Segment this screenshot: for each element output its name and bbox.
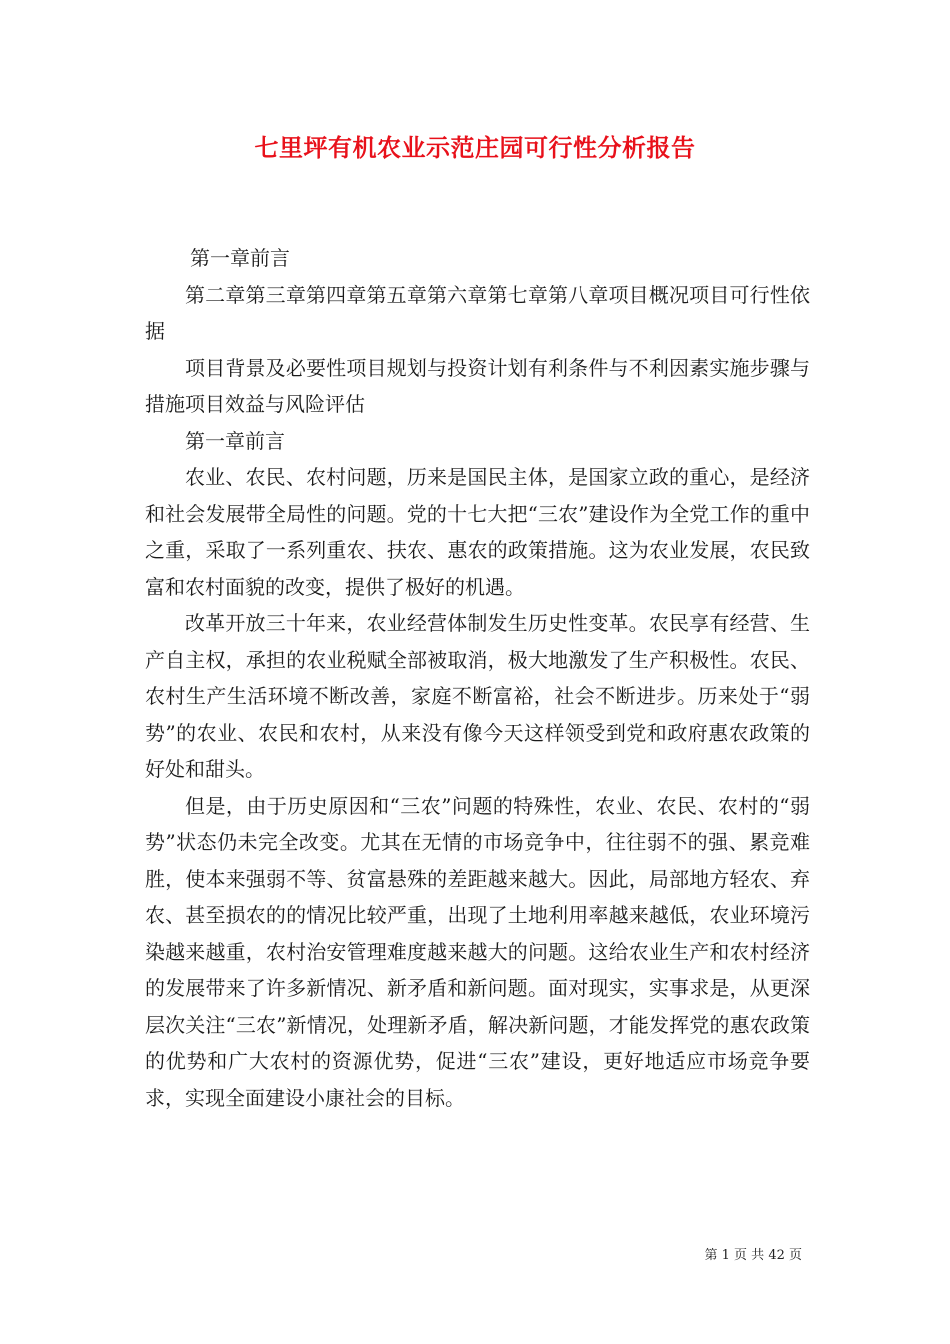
chapter-heading: 第一章前言 [190, 246, 290, 270]
body-paragraph: 农业、农民、农村问题，历来是国民主体，是国家立政的重心，是经济和社会发展带全局性的问题。党的十七大把“三农”建设作为全党工作的重中之重，采取了一系列重农、扶农、惠农的政策措施。这为农业发展，农民致富和农村面貌的改变，提供了极好的机遇。 [145, 465, 810, 599]
body-paragraph: 但是，由于历史原因和“三农”问题的特殊性，农业、农民、农村的“弱势”状态仍未完全改变。尤其在无情的市场竞争中，往往弱不的强、累竞难胜，使本来强弱不等、贫富悬殊的差距越来越大。因此，局部地方轻农、弃农、甚至损农的的情况比较严重，出现了土地利用率越来越低，农业环境污染越来越重，农村治安管理难度越来越大的问题。这给农业生产和农村经济的发展带来了许多新情况、新矛盾和新问题。面对现实，实事求是，从更深层次关注“三农”新情况，处理新矛盾，解决新问题，才能发挥党的惠农政策的优势和广大农村的资源优势，促进“三农”建设，更好地适应市场竞争要求，实现全面建设小康社会的目标。 [145, 793, 810, 1110]
toc-line: 第二章第三章第四章第五章第六章第七章第八章项目概况项目可行性依据 [145, 282, 810, 343]
page-number: 第 1 页 共 42 页 [704, 1248, 802, 1263]
document-title: 七里坪有机农业示范庄园可行性分析报告 [254, 133, 696, 162]
document-body [145, 240, 810, 1116]
chapter-heading: 第一章前言 [185, 428, 285, 453]
toc-line: 项目背景及必要性项目规划与投资计划有利条件与不利因素实施步骤与措施项目效益与风险评估 [145, 355, 810, 416]
body-paragraph: 改革开放三十年来，农业经营体制发生历史性变革。农民享有经营、生产自主权，承担的农业税赋全部被取消，极大地激发了生产积极性。农民、农村生产生活环境不断改善，家庭不断富裕，社会不断进步。历来处于“弱势”的农业、农民和农村，从来没有像今天这样领受到党和政府惠农政策的好处和甜头。 [145, 611, 810, 781]
